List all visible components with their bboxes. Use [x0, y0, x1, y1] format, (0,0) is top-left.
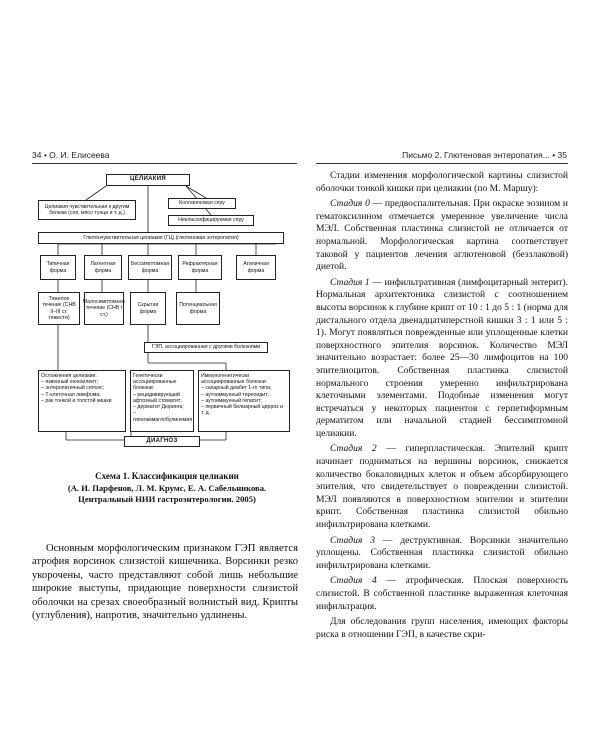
box-mild-course: Малосимптомное течение (СНВ I ст.) [84, 292, 124, 325]
box-collagen-sprue: Коллагеновая спру [168, 198, 236, 209]
running-header-left: 34 • О. И. Елисеева [32, 150, 110, 160]
box-diagnosis: ДИАГНОЗ [124, 436, 200, 447]
stage-4-text: — атрофическая. Плоская поверхность слизистой. В собственной пластинке выраженная клеточная инфильтрация. [316, 575, 568, 612]
stage-1-paragraph [316, 277, 568, 441]
running-header-right: Письмо 2. Глютеновая энтеропатия... • 35 [402, 150, 567, 160]
stage-4-label: Стадия 4 [330, 575, 377, 587]
box-genetic-diseases [130, 370, 194, 432]
box-severe-course: Тяжелое течение (СНВ II–III ст. тяжести) [38, 292, 80, 325]
box-form-typical: Типичная форма [40, 255, 76, 280]
left-paragraph: Основным морфологическим признаком ГЭП является атрофия ворсинок слизистой кишечника. Ворсинки резко укорочены, часто представляют собой лишь небольшие широкие выступы, придающие поверхности слизистой оболочки на срезах своеобразный волнистый вид. Крипты (углубления), напротив, значительно удлинены. [32, 543, 298, 622]
box-sensitive-other-proteins: Целиакия чувствительная к другим белкам (соя, мясо тунца и т. д.) [38, 200, 136, 220]
box-gep-associated: ГЭП, ассоциированная с другими болезнями [144, 342, 268, 353]
box-unclassified-sprue: Неклассифицируемая спру [168, 215, 254, 226]
right-column [316, 170, 568, 641]
genetic-list: – рецидивирующий афтозный стоматит; – дерматит Дюринга; – гипогаммаглобулинемия [133, 391, 193, 423]
stage-0-label: Стадия 0 [330, 198, 370, 210]
stage-0-text: — предвоспалительная. При окраске эозином и гематоксилином отмечается умеренное увеличение числа МЭЛ. Собственная пластинка слизистой не отличается от нормальной. Морфологическая картина соответствует таковой у пациентов лечения аглютеновой (беззлаковой) диетой. [316, 198, 568, 273]
screening-paragraph: Для обследования групп населения, имеющих факторы риска в отношении ГЭП, в качестве скри- [316, 616, 568, 640]
caption-institute: Центральный НИИ гастроэнтерологии. 2005) [78, 493, 256, 504]
caption-authors: (А. И. Парфенов, Л. М. Крумс, Е. А. Сабельникова. [67, 482, 267, 493]
box-celiac: ЦЕЛИАКИЯ [106, 174, 190, 186]
header-rule-right [316, 163, 568, 164]
box-form-atypical: Атипичная форма [236, 255, 276, 280]
stages-intro: Стадии изменения морфологической картины слизистой оболочки тонкой кишки при целиакии (по М. Маршу): [316, 170, 568, 194]
stage-0-paragraph [316, 198, 568, 274]
immune-list: – сахарный диабет 1-го типа; – аутоиммунный тиреоидит; – аутоиммунный гепатит; – первичный билиарный цирроз и т. д. [201, 385, 283, 417]
box-form-refractory: Рефрактерная форма [178, 255, 222, 280]
box-gluten-celiac: Глютенчувствительная целиакия (ГЦ) (глютеновая энтеропатия) [38, 232, 284, 244]
caption-title: Схема 1. Классификация целиакии [95, 471, 239, 481]
box-form-asymptomatic: Бессимптомная форма [128, 255, 172, 280]
box-complications [38, 370, 126, 432]
complications-list: – язвенный еюноилеит; – энтеропатичный сепсис; – Т-клеточная лимфома; – рак тонкой и толстой кишки [41, 379, 112, 404]
classification-diagram [36, 170, 298, 454]
box-potential-form: Потенциальная форма [176, 292, 220, 325]
stage-3-text: — деструктивная. Ворсинки значительно уплощены. Собственная пластинка слизистой обильно инфильтрирована клетками. [316, 534, 568, 571]
stage-1-text: — инфильтративная (лимфоцитарный энтерит). Нормальная архитектоника слизистой с соотношением высоты ворсинок к глубине крипт от 10 : 1 до 5 : 1 (норма для дистального отдела двенадцатиперстной кишки 3 : 1 или 5 : 1). Могут появляться поврежденные или уплощенные клетки поверхностного эпителия ворсинок. Количество МЭЛ значительно возрастает: более 25—30 лимфоцитов на 100 эпителиоцитов. Собственная пластинка слизистой нормального строения умеренно инфильтрирована клеточными элементами. Подобные изменения могут встречаться у некоторых пациентов с герпетиформным дерматитом или начальной стадией бессимптомной целиакии. [316, 276, 568, 439]
stage-1-label: Стадия 1 [330, 276, 370, 288]
header-rule-left [32, 163, 297, 164]
left-body-text [32, 542, 298, 623]
diagram-caption [36, 471, 298, 505]
stage-4-paragraph [316, 575, 568, 613]
stage-3-label: Стадия 3 [330, 534, 375, 546]
box-immune-diseases [198, 370, 290, 432]
genetic-title: Генетически ассоциированные болезни: [133, 373, 177, 392]
box-hidden-form: Скрытая форма [130, 292, 166, 325]
stage-2-paragraph [316, 443, 568, 531]
immune-title: Иммуногенетически ассоциированные болезни: [201, 373, 268, 386]
stage-2-label: Стадия 2 [330, 443, 377, 455]
box-form-latent: Латентная форма [84, 255, 122, 280]
stage-2-text: — гиперпластическая. Эпителий крипт начинает подниматься на вершины ворсинок, снижается количество бокаловидных клеток и объем абсорбирующего эпителия, что свидетельствует о повреждении слизистой. МЭЛ появляются в поверхностном эпителии и эпителии крипт. Собственная пластинка слизистой обильно инфильтрирована клетками. [316, 443, 568, 531]
stage-3-paragraph [316, 535, 568, 573]
complications-title: Осложнения целиакии: [41, 373, 97, 379]
